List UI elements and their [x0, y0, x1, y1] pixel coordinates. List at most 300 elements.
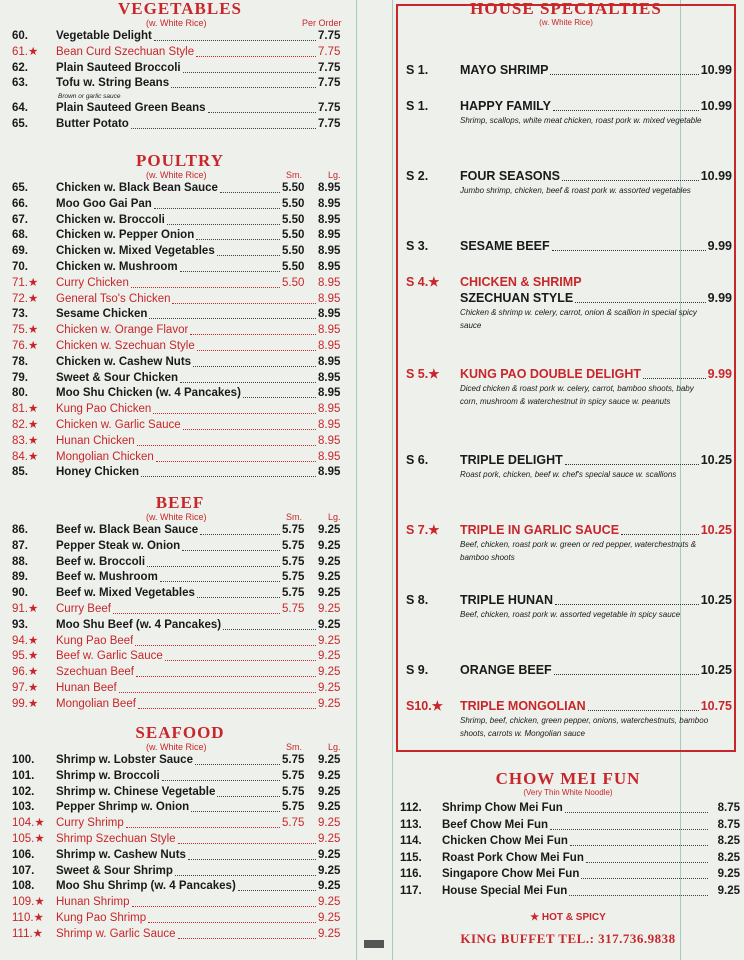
- item-name: Pepper Shrimp w. Onion: [56, 801, 190, 814]
- small-price: 5.75: [282, 602, 305, 615]
- item-name: Moo Shu Beef (w. 4 Pancakes): [56, 618, 222, 631]
- menu-item-row[interactable]: [6, 523, 354, 539]
- menu-item-row[interactable]: [6, 649, 354, 665]
- house-specialties-frame: [396, 0, 736, 752]
- dot-leader: [565, 812, 708, 813]
- beef-header: [6, 512, 354, 523]
- small-price: 5.75: [282, 754, 305, 766]
- menu-item-row[interactable]: [6, 665, 354, 681]
- menu-item-row[interactable]: [6, 816, 354, 832]
- special-price: 10.99: [700, 99, 732, 113]
- special-description: Jumbo shrimp, chicken, beef & roast pork w. assorted vegetables: [460, 186, 691, 195]
- special-price: 9.99: [707, 367, 732, 381]
- house-special-line: [406, 698, 732, 714]
- item-name: Chicken w. Black Bean Sauce: [56, 182, 218, 194]
- menu-item-row[interactable]: [6, 681, 354, 697]
- dot-leader: [132, 906, 316, 907]
- item-name: Roast Pork Chow Mei Fun: [442, 851, 584, 864]
- item-name: Hunan Beef: [56, 681, 117, 694]
- menu-item-row[interactable]: [6, 864, 354, 880]
- menu-item-row[interactable]: [6, 307, 354, 323]
- vegetables-header: [6, 18, 354, 29]
- item-price: 9.25: [717, 884, 740, 897]
- beef-title: BEEF: [155, 493, 205, 512]
- item-name: Chicken w. Szechuan Style: [56, 339, 195, 352]
- special-description: Shrimp, scallops, white meat chicken, roast pork w. mixed vegetable: [460, 116, 702, 125]
- dot-leader: [217, 255, 280, 256]
- item-price: 8.25: [717, 835, 740, 847]
- menu-item-row[interactable]: [6, 213, 354, 229]
- item-name: Mongolian Chicken: [56, 450, 154, 463]
- dot-leader: [554, 674, 699, 675]
- item-name: Curry Beef: [56, 602, 111, 615]
- dot-leader: [137, 445, 316, 446]
- dot-leader: [588, 710, 699, 711]
- menu-item-row[interactable]: [6, 402, 354, 418]
- vegetables-title: VEGETABLES: [117, 0, 242, 18]
- menu-item-row[interactable]: [6, 260, 354, 276]
- large-price: 7.75: [318, 77, 341, 90]
- special-description: Diced chicken & roast pork w. celery, carrot, bamboo shoots, baby corn, mushroom & waterchestnut in spicy sauce w. peanuts: [460, 384, 694, 406]
- menu-item-row[interactable]: [6, 29, 354, 45]
- dot-leader: [156, 461, 316, 462]
- dot-leader: [167, 224, 280, 225]
- dot-leader: [178, 938, 316, 939]
- special-code: S 1.: [406, 63, 429, 77]
- menu-item-row[interactable]: [6, 800, 354, 816]
- item-number: 101.: [12, 769, 35, 782]
- small-price: 5.50: [282, 197, 305, 210]
- poultry-section: [6, 152, 354, 481]
- item-name: Kung Pao Beef: [56, 634, 134, 647]
- menu-item-row[interactable]: [6, 101, 354, 117]
- dot-leader: [581, 878, 708, 879]
- item-name: Beef w. Garlic Sauce: [56, 650, 163, 663]
- small-price: 5.75: [282, 801, 305, 814]
- item-number: 104.★: [12, 817, 45, 830]
- dot-leader: [147, 566, 280, 567]
- item-number: 79.: [12, 371, 28, 384]
- menu-item-row[interactable]: [6, 117, 354, 133]
- special-description: Roast pork, chicken, beef w. chef's special sauce w. scallions: [460, 470, 677, 479]
- item-name: Hunan Chicken: [56, 434, 135, 447]
- menu-item-row[interactable]: [6, 753, 354, 769]
- item-name: Beef w. Broccoli: [56, 555, 146, 568]
- item-number: 62.: [12, 61, 28, 74]
- item-name: Chicken w. Cashew Nuts: [56, 355, 192, 368]
- dot-leader: [621, 534, 699, 535]
- item-name: Singapore Chow Mei Fun: [442, 868, 580, 880]
- small-price: 5.75: [282, 817, 305, 830]
- menu-item-row[interactable]: [6, 927, 354, 943]
- large-price: 8.95: [318, 387, 341, 400]
- dot-leader: [171, 87, 316, 88]
- house-special-line: [406, 366, 732, 382]
- item-number: 103.: [12, 801, 35, 814]
- item-number: 76.★: [12, 339, 39, 352]
- special-price: 10.99: [700, 169, 732, 183]
- large-price: 9.25: [318, 666, 341, 679]
- menu-item-row[interactable]: [6, 339, 354, 355]
- special-code: S 1.: [406, 99, 429, 113]
- chow-mei-fun-title: CHOW MEI FUN: [495, 769, 641, 788]
- large-price: 8.95: [318, 339, 341, 352]
- house-special-item[interactable]: [406, 98, 732, 127]
- item-number: 90.: [12, 587, 28, 600]
- large-price: 8.95: [318, 308, 341, 321]
- dot-leader: [148, 922, 316, 923]
- large-price: 8.95: [318, 403, 341, 416]
- item-name: Plain Sauteed Broccoli: [56, 61, 181, 74]
- small-column-header: Sm.: [286, 512, 303, 522]
- dot-leader: [562, 180, 699, 181]
- menu-item-row[interactable]: [396, 817, 740, 834]
- dot-leader: [160, 581, 280, 582]
- item-name: Butter Potato: [56, 117, 129, 130]
- special-price: 10.25: [700, 663, 732, 677]
- item-number: 97.★: [12, 681, 39, 694]
- item-number: 64.: [12, 102, 28, 115]
- small-price: 5.50: [282, 260, 305, 273]
- dot-leader: [197, 350, 316, 351]
- menu-item-row[interactable]: [6, 418, 354, 434]
- item-name: Mongolian Beef: [56, 697, 136, 710]
- dot-leader: [223, 629, 316, 630]
- vegetables-subtitle: (w. White Rice): [146, 18, 207, 28]
- special-name: TRIPLE HUNAN: [460, 593, 554, 607]
- small-price: 5.75: [282, 524, 305, 536]
- small-price: 5.50: [282, 245, 305, 258]
- item-name: Szechuan Beef: [56, 666, 135, 679]
- dot-leader: [217, 796, 280, 797]
- item-name: Bean Curd Szechuan Style: [56, 45, 195, 58]
- house-subtitle: (w. White Rice): [539, 18, 593, 27]
- large-price: 9.25: [318, 618, 341, 631]
- menu-item-row[interactable]: [6, 355, 354, 371]
- poultry-title: POULTRY: [136, 151, 224, 170]
- small-price: 5.50: [282, 276, 305, 289]
- item-number: 68.: [12, 229, 28, 242]
- menu-item-row[interactable]: [6, 465, 354, 481]
- dot-leader: [565, 464, 699, 465]
- house-special-item[interactable]: [406, 62, 732, 78]
- small-price: 5.50: [282, 213, 305, 226]
- small-price: 5.75: [282, 571, 305, 584]
- item-number: 106.: [12, 848, 35, 861]
- house-special-item[interactable]: [406, 274, 732, 332]
- dot-leader: [243, 397, 316, 398]
- menu-item-row[interactable]: [6, 292, 354, 308]
- item-name: Chicken w. Mushroom: [56, 260, 178, 273]
- menu-item-row[interactable]: [6, 848, 354, 864]
- item-number: 107.: [12, 864, 35, 877]
- dot-leader: [153, 413, 316, 414]
- poultry-header: [6, 170, 354, 181]
- menu-item-row[interactable]: [6, 45, 354, 61]
- large-price: 8.95: [318, 355, 341, 368]
- item-name: Chicken w. Garlic Sauce: [56, 418, 181, 431]
- house-special-line: [406, 452, 732, 468]
- menu-item-row[interactable]: [6, 181, 354, 197]
- menu-item-row[interactable]: [6, 244, 354, 260]
- dot-leader: [113, 613, 280, 614]
- dot-leader: [553, 110, 699, 111]
- item-number: 115.: [400, 851, 422, 864]
- item-number: 78.: [12, 355, 28, 368]
- item-name: Shrimp w. Chinese Vegetable: [56, 785, 216, 798]
- item-number: 66.: [12, 197, 28, 210]
- menu-item-row[interactable]: [6, 276, 354, 292]
- menu-item-row[interactable]: [6, 76, 354, 92]
- dot-leader: [119, 692, 316, 693]
- chow-mei-fun-subtitle: (Very Thin White Noodle): [523, 788, 613, 797]
- menu-item-row[interactable]: [6, 618, 354, 634]
- dot-leader: [154, 40, 316, 41]
- menu-item-row[interactable]: [6, 555, 354, 571]
- item-name: Curry Shrimp: [56, 817, 124, 830]
- menu-item-row[interactable]: [6, 434, 354, 450]
- item-name: Beef Chow Mei Fun: [442, 818, 549, 831]
- item-number: 70.: [12, 260, 28, 273]
- dot-leader: [220, 192, 280, 193]
- dot-leader: [196, 56, 316, 57]
- seafood-section: [6, 724, 354, 943]
- item-name: Shrimp Szechuan Style: [56, 832, 176, 845]
- item-name: Moo Shu Chicken (w. 4 Pancakes): [56, 387, 241, 400]
- item-number: 60.: [12, 30, 28, 42]
- small-price: 5.50: [282, 182, 305, 194]
- item-number: 65.: [12, 117, 28, 130]
- large-price: 9.25: [318, 754, 341, 766]
- item-number: 93.: [12, 618, 28, 631]
- dot-leader: [552, 250, 706, 251]
- special-name: SESAME BEEF: [460, 239, 550, 253]
- item-number: 75.★: [12, 324, 39, 337]
- large-price: 9.25: [318, 880, 341, 893]
- house-special-item[interactable]: [406, 522, 732, 564]
- item-number: 96.★: [12, 666, 39, 679]
- dot-leader: [141, 476, 316, 477]
- item-number: 87.: [12, 539, 28, 552]
- menu-item-row[interactable]: [6, 879, 354, 895]
- item-name: Chicken Chow Mei Fun: [442, 835, 568, 847]
- item-name: Chicken w. Pepper Onion: [56, 229, 195, 242]
- item-name: Shrimp w. Garlic Sauce: [56, 927, 176, 940]
- menu-item-row[interactable]: [6, 769, 354, 785]
- menu-item-row[interactable]: [6, 450, 354, 466]
- item-number: 109.★: [12, 896, 45, 909]
- item-name: Chicken w. Mixed Vegetables: [56, 245, 215, 258]
- item-number: 72.★: [12, 292, 39, 305]
- item-number: 69.: [12, 245, 28, 258]
- special-description: Shrimp, beef, chicken, green pepper, onions, waterchestnuts, bamboo shoots, carrots w. Mongolian sauce: [460, 716, 709, 738]
- dot-leader: [183, 72, 316, 73]
- dot-leader: [197, 597, 280, 598]
- menu-item-row[interactable]: [6, 634, 354, 650]
- large-price: 8.95: [318, 182, 341, 194]
- special-description: Beef, chicken, roast pork w. assorted vegetable in spicy sauce: [460, 610, 681, 619]
- item-number: 112.: [400, 802, 422, 814]
- large-price: 8.95: [318, 260, 341, 273]
- house-special-line: [406, 662, 732, 678]
- house-special-line: [406, 62, 732, 78]
- dot-leader: [238, 890, 316, 891]
- house-special-line: [406, 98, 732, 114]
- special-price: 10.25: [700, 453, 732, 467]
- dot-leader: [149, 318, 316, 319]
- item-number: 105.★: [12, 832, 45, 845]
- dot-leader: [586, 862, 708, 863]
- large-price: 8.95: [318, 466, 341, 479]
- menu-item-row[interactable]: [6, 371, 354, 387]
- left-column: [6, 0, 354, 960]
- large-column-header: Lg.: [328, 512, 341, 522]
- menu-item-row[interactable]: [6, 697, 354, 713]
- large-price: 8.95: [318, 418, 341, 431]
- guide-line: [392, 0, 393, 960]
- menu-item-row[interactable]: [396, 833, 740, 850]
- menu-item-row[interactable]: [396, 866, 740, 883]
- dot-leader: [190, 334, 316, 335]
- item-number: 89.: [12, 571, 28, 584]
- scroll-handle[interactable]: [364, 940, 384, 948]
- house-special-line: [406, 168, 732, 184]
- large-price: 8.95: [318, 371, 341, 384]
- special-name: HAPPY FAMILY: [460, 99, 551, 113]
- menu-item-row[interactable]: [396, 883, 740, 900]
- dot-leader: [575, 302, 706, 303]
- seafood-header: [6, 742, 354, 753]
- menu-item-row[interactable]: [6, 197, 354, 213]
- item-number: 91.★: [12, 602, 39, 615]
- item-name: Shrimp Chow Mei Fun: [442, 802, 563, 814]
- item-number: 80.: [12, 387, 28, 400]
- large-price: 9.25: [318, 539, 341, 552]
- house-special-item[interactable]: [406, 452, 732, 481]
- item-name: Shrimp w. Cashew Nuts: [56, 848, 186, 861]
- dot-leader: [569, 895, 708, 896]
- item-name: Kung Pao Shrimp: [56, 911, 147, 924]
- house-special-item[interactable]: [406, 662, 732, 678]
- large-price: 9.25: [318, 587, 341, 600]
- seafood-subtitle: (w. White Rice): [146, 742, 207, 752]
- right-column: [396, 0, 740, 960]
- menu-item-row[interactable]: [6, 386, 354, 402]
- poultry-subtitle: (w. White Rice): [146, 170, 207, 180]
- special-name: TRIPLE IN GARLIC SAUCE: [460, 523, 620, 537]
- large-price: 9.25: [318, 832, 341, 845]
- menu-item-row[interactable]: [6, 895, 354, 911]
- dot-leader: [165, 660, 316, 661]
- menu-item-row[interactable]: [6, 785, 354, 801]
- item-name: Chicken w. Orange Flavor: [56, 324, 189, 337]
- item-price: 8.25: [717, 851, 740, 864]
- house-special-item[interactable]: [406, 592, 732, 621]
- menu-item-row[interactable]: [6, 228, 354, 244]
- menu-item-row[interactable]: [6, 539, 354, 555]
- beef-subtitle: (w. White Rice): [146, 512, 207, 522]
- small-price: 5.50: [282, 229, 305, 242]
- item-number: 110.★: [12, 911, 44, 924]
- large-price: 7.75: [318, 30, 341, 42]
- house-special-item[interactable]: [406, 238, 732, 254]
- large-price: 8.95: [318, 276, 341, 289]
- large-price: 8.95: [318, 245, 341, 258]
- menu-item-row[interactable]: [6, 61, 354, 77]
- large-price: 9.25: [318, 785, 341, 798]
- dot-leader: [200, 534, 280, 535]
- large-price: 9.25: [318, 697, 341, 710]
- large-price: 9.25: [318, 911, 341, 924]
- special-code: S 3.: [406, 239, 429, 253]
- chow-mei-fun-section: [396, 770, 740, 899]
- item-name: Moo Goo Gai Pan: [56, 197, 152, 210]
- item-number: 71.★: [12, 276, 39, 289]
- item-number: 67.: [12, 213, 28, 226]
- special-code: S 5.★: [406, 367, 440, 381]
- special-name: TRIPLE MONGOLIAN: [460, 699, 586, 713]
- item-number: 95.★: [12, 650, 39, 663]
- item-number: 61.★: [12, 45, 39, 58]
- small-price: 5.75: [282, 587, 305, 600]
- large-price: 9.25: [318, 555, 341, 568]
- item-name: General Tso's Chicken: [56, 292, 171, 305]
- small-price: 5.75: [282, 769, 305, 782]
- special-code: S 7.★: [406, 523, 440, 537]
- menu-item-row[interactable]: [6, 911, 354, 927]
- dot-leader: [196, 239, 280, 240]
- menu-item-row[interactable]: [6, 602, 354, 618]
- house-special-item[interactable]: [406, 698, 732, 740]
- menu-item-row[interactable]: [6, 832, 354, 848]
- dot-leader: [162, 780, 280, 781]
- menu-item-row[interactable]: [6, 586, 354, 602]
- dot-leader: [182, 550, 280, 551]
- dot-leader: [555, 604, 699, 605]
- menu-item-row[interactable]: [6, 570, 354, 586]
- beef-section: [6, 494, 354, 713]
- menu-item-row[interactable]: [6, 323, 354, 339]
- dot-leader: [136, 676, 316, 677]
- dot-leader: [191, 811, 280, 812]
- house-title: HOUSE SPECIALTIES: [470, 0, 662, 18]
- large-price: 8.95: [318, 324, 341, 337]
- item-price: 8.75: [717, 818, 740, 831]
- per-order-header: Per Order: [302, 18, 342, 28]
- large-price: 9.25: [318, 896, 341, 909]
- special-name: ORANGE BEEF: [460, 663, 552, 677]
- house-special-line: [406, 592, 732, 608]
- item-number: 81.★: [12, 403, 39, 416]
- dot-leader: [193, 366, 316, 367]
- special-name: TRIPLE DELIGHT: [460, 453, 563, 467]
- house-special-item[interactable]: [406, 168, 732, 197]
- item-number: 86.: [12, 524, 28, 536]
- large-price: 8.95: [318, 292, 341, 305]
- item-number: 102.: [12, 785, 35, 798]
- menu-item-row[interactable]: [396, 800, 740, 817]
- large-price: 9.25: [318, 848, 341, 861]
- menu-item-row[interactable]: [396, 850, 740, 867]
- special-description: Chicken & shrimp w. celery, carrot, onion & scallion in special spicy sauce: [460, 308, 697, 330]
- item-name: Kung Pao Chicken: [56, 403, 152, 416]
- dot-leader: [135, 645, 316, 646]
- large-price: 8.95: [318, 229, 341, 242]
- large-price: 7.75: [318, 61, 341, 74]
- item-name: Hunan Shrimp: [56, 896, 130, 909]
- house-special-item[interactable]: [406, 366, 732, 408]
- large-price: 7.75: [318, 117, 341, 130]
